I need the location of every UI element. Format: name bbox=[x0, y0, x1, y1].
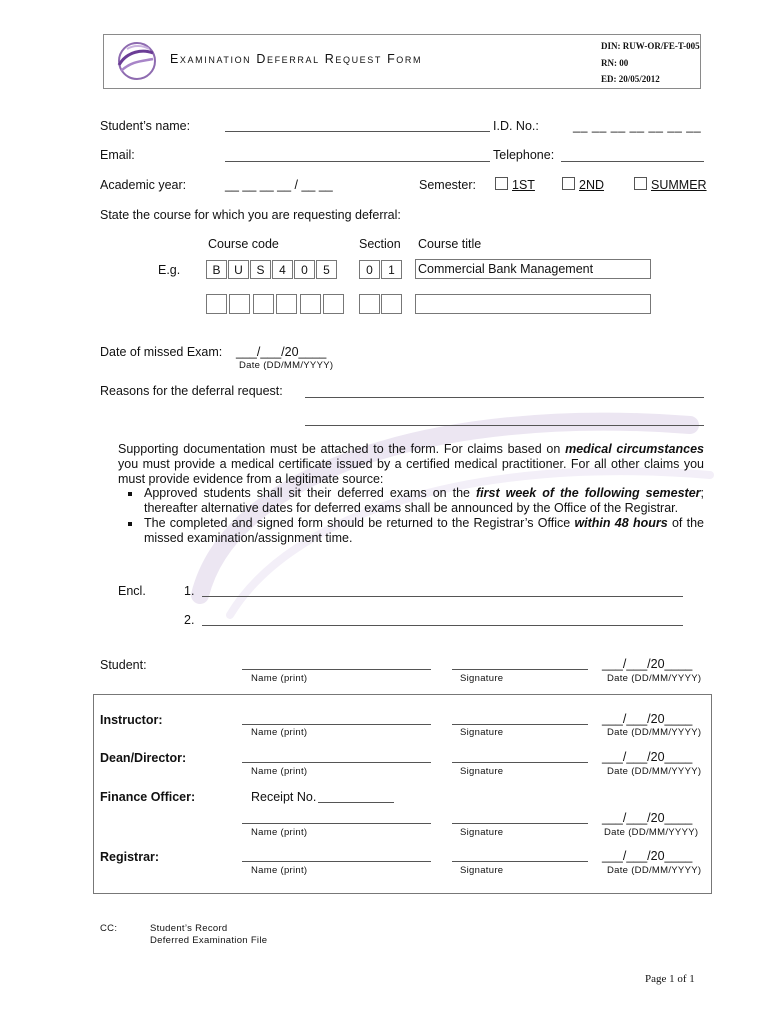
name-print-hint: Name (print) bbox=[251, 727, 308, 738]
instructor-date-field[interactable]: ___/___/20____ bbox=[602, 712, 693, 726]
registrar-signature-field[interactable] bbox=[452, 861, 588, 862]
semester-1st-checkbox[interactable] bbox=[495, 177, 508, 190]
section-cell: 0 bbox=[359, 260, 380, 279]
section-input[interactable] bbox=[359, 294, 403, 314]
student-sign-label: Student: bbox=[100, 658, 147, 672]
example-section bbox=[359, 260, 403, 280]
form-title: Examination Deferral Request Form bbox=[170, 52, 423, 66]
instructor-name-field[interactable] bbox=[242, 724, 431, 725]
code-input-cell[interactable] bbox=[206, 294, 227, 314]
section-input-cell[interactable] bbox=[381, 294, 402, 314]
student-name-field[interactable] bbox=[225, 131, 490, 132]
registrar-label: Registrar: bbox=[100, 850, 160, 864]
enclosure-1-number: 1. bbox=[184, 584, 195, 598]
reasons-label: Reasons for the deferral request: bbox=[100, 384, 283, 398]
semester-2nd-checkbox[interactable] bbox=[562, 177, 575, 190]
reasons-field-line-1[interactable] bbox=[305, 397, 704, 398]
missed-exam-label: Date of missed Exam: bbox=[100, 345, 223, 359]
date-hint: Date (DD/MM/YYYY) bbox=[607, 673, 702, 684]
date-hint: Date (DD/MM/YYYY) bbox=[607, 727, 702, 738]
course-code-header: Course code bbox=[208, 237, 279, 251]
id-no-field[interactable]: __ __ __ __ __ __ __ bbox=[573, 119, 702, 133]
student-name-print-field[interactable] bbox=[242, 669, 431, 670]
student-date-field[interactable]: ___/___/20____ bbox=[602, 657, 693, 671]
name-print-hint: Name (print) bbox=[251, 673, 308, 684]
signature-hint: Signature bbox=[460, 865, 504, 876]
name-print-hint: Name (print) bbox=[251, 827, 308, 838]
code-cell: 5 bbox=[316, 260, 337, 279]
enclosures-label: Encl. bbox=[118, 584, 146, 598]
receipt-no-field[interactable] bbox=[318, 802, 394, 803]
code-cell: B bbox=[206, 260, 227, 279]
course-title-header: Course title bbox=[418, 237, 482, 251]
dean-signature-field[interactable] bbox=[452, 762, 588, 763]
code-cell: 4 bbox=[272, 260, 293, 279]
din-code: DIN: RUW-OR/FE-T-005 bbox=[601, 41, 700, 51]
instructions-paragraph: Supporting documentation must be attached to the form. For claims based on medical circumstances you must provide a medical certificate issued by a certified medical practitioner. For all other claims you must provide evidence from a legitimate source: bbox=[118, 442, 704, 486]
student-signature-field[interactable] bbox=[452, 669, 588, 670]
section-cell: 1 bbox=[381, 260, 402, 279]
code-cell: 0 bbox=[294, 260, 315, 279]
date-hint: Date (DD/MM/YYYY) bbox=[607, 766, 702, 777]
dean-name-field[interactable] bbox=[242, 762, 431, 763]
code-cell: U bbox=[228, 260, 249, 279]
academic-year-label: Academic year: bbox=[100, 178, 187, 192]
cc-recipient: Deferred Examination File bbox=[150, 935, 268, 946]
signature-hint: Signature bbox=[460, 827, 504, 838]
code-cell: S bbox=[250, 260, 271, 279]
instructor-signature-field[interactable] bbox=[452, 724, 588, 725]
university-logo-icon bbox=[113, 39, 157, 83]
example-course-title: Commercial Bank Management bbox=[415, 259, 651, 279]
page-number: Page 1 of 1 bbox=[645, 973, 695, 985]
example-label: E.g. bbox=[158, 263, 181, 277]
signature-hint: Signature bbox=[460, 673, 504, 684]
signature-hint: Signature bbox=[460, 766, 504, 777]
code-input-cell[interactable] bbox=[229, 294, 250, 314]
semester-1st-label: 1ST bbox=[512, 178, 535, 192]
rn-code: RN: 00 bbox=[601, 58, 629, 68]
instructions-block bbox=[118, 442, 704, 546]
code-input-cell[interactable] bbox=[253, 294, 274, 314]
student-name-label: Student’s name: bbox=[100, 119, 191, 133]
instructions-list bbox=[118, 486, 704, 545]
semester-summer-checkbox[interactable] bbox=[634, 177, 647, 190]
code-input-cell[interactable] bbox=[300, 294, 321, 314]
section-header: Section bbox=[359, 237, 401, 251]
date-hint: Date (DD/MM/YYYY) bbox=[607, 865, 702, 876]
example-course-code bbox=[206, 260, 338, 280]
finance-officer-label: Finance Officer: bbox=[100, 790, 196, 804]
finance-name-field[interactable] bbox=[242, 823, 431, 824]
course-title-input[interactable] bbox=[415, 294, 651, 314]
telephone-label: Telephone: bbox=[493, 148, 555, 162]
instruction-item: ▪ Approved students shall sit their deferred exams on the first week of the following semester; thereafter alternative dates for deferred exams shall be announced by the Office of the Registrar. bbox=[142, 486, 704, 516]
registrar-date-field[interactable]: ___/___/20____ bbox=[602, 849, 693, 863]
receipt-no-label: Receipt No. bbox=[251, 790, 317, 804]
code-input-cell[interactable] bbox=[276, 294, 297, 314]
cc-recipient: Student’s Record bbox=[150, 923, 228, 934]
academic-year-field[interactable]: __ __ __ __ / __ __ bbox=[225, 178, 333, 192]
email-label: Email: bbox=[100, 148, 135, 162]
semester-2nd-label: 2ND bbox=[579, 178, 605, 192]
section-input-cell[interactable] bbox=[359, 294, 380, 314]
course-code-input[interactable] bbox=[206, 294, 347, 314]
ed-code: ED: 20/05/2012 bbox=[601, 74, 660, 84]
finance-signature-field[interactable] bbox=[452, 823, 588, 824]
finance-date-field[interactable]: ___/___/20____ bbox=[602, 811, 693, 825]
enclosure-2-number: 2. bbox=[184, 613, 195, 627]
semester-label: Semester: bbox=[419, 178, 476, 192]
date-hint: Date (DD/MM/YYYY) bbox=[604, 827, 699, 838]
semester-summer-label: SUMMER bbox=[651, 178, 707, 192]
dean-date-field[interactable]: ___/___/20____ bbox=[602, 750, 693, 764]
signature-hint: Signature bbox=[460, 727, 504, 738]
name-print-hint: Name (print) bbox=[251, 766, 308, 777]
registrar-name-field[interactable] bbox=[242, 861, 431, 862]
missed-exam-date-field[interactable]: ___/___/20____ bbox=[236, 345, 327, 359]
email-field[interactable] bbox=[225, 161, 490, 162]
enclosure-2-field[interactable] bbox=[202, 625, 683, 626]
enclosure-1-field[interactable] bbox=[202, 596, 683, 597]
missed-exam-date-hint: Date (DD/MM/YYYY) bbox=[239, 360, 334, 371]
course-prompt: State the course for which you are requesting deferral: bbox=[100, 208, 401, 222]
telephone-field[interactable] bbox=[561, 161, 704, 162]
code-input-cell[interactable] bbox=[323, 294, 344, 314]
instructor-label: Instructor: bbox=[100, 713, 163, 727]
cc-label: CC: bbox=[100, 923, 118, 934]
instruction-item: ▪ The completed and signed form should be returned to the Registrar’s Office within 48 hours of the missed examination/assignment time. bbox=[142, 516, 704, 546]
name-print-hint: Name (print) bbox=[251, 865, 308, 876]
id-no-label: I.D. No.: bbox=[493, 119, 539, 133]
dean-label: Dean/Director: bbox=[100, 751, 187, 765]
reasons-field-line-2[interactable] bbox=[305, 425, 704, 426]
